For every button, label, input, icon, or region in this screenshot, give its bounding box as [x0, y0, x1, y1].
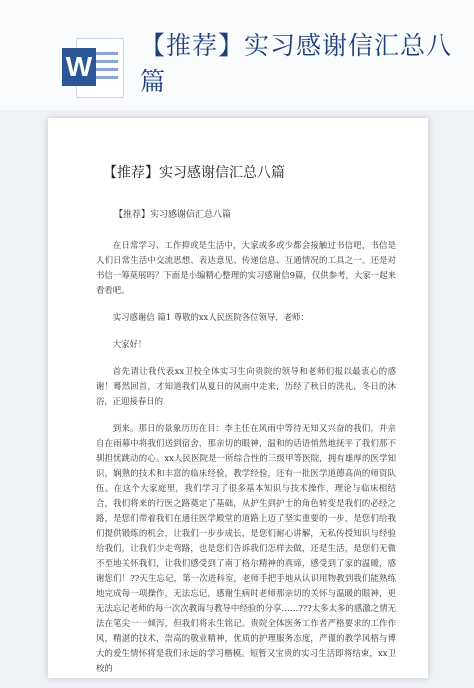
paragraph-intro: 在日常学习、工作抑或是生活中，大家或多或少都会接触过书信吧，书信是人们日常生活中交流思想、表达意见、传递信息、互通情况的工具之一。还是对书信一筹莫展吗？下面是小编精心整理的实习感谢信9篇，仅供参考，大家一起来看看吧。 — [96, 240, 396, 295]
document-subtitle: 【推荐】实习感谢信汇总八篇 — [114, 210, 232, 220]
word-icon-line — [96, 68, 118, 71]
paragraph-thanks: 首先请让我代表xx卫校全体实习生向贵院的领导和老师们报以最衷心的感谢！蓦然回首，才知道我们从夏日的风雨中走来，历经了秋日的洗礼，冬日的沐浴，正迎接春日的 — [96, 366, 396, 406]
document-page — [48, 118, 428, 678]
word-icon-letter: W — [62, 48, 96, 86]
paragraph-body: 到来。那日的景象历历在目：李主任在风雨中等待无知又兴奋的我们，并亲自在雨幕中将我们送到宿舍，那亲切的眼神，温和的话语悄然地抚平了我们那不驯担忧跳动的心。xx人民医院是一所综合性的三级甲等医院，拥有雄厚的医学知识，娴熟的技术和丰富的临床经验，教学经验，还有一批医学道德高尚的师资队伍。在这个大家庭里，我们学习了很多基本知识与技术操作，理论与临床相结合，我们将来的行医之路奠定了基础，从护生到护士的角色转变是我们的必经之路，是您们带着我们在通往医学殿堂的道路上迈了坚实重要的一步，是您们给我们提供锻炼的机会，让我们一步步成长，是您们耐心讲解，无私传授知识与经验给我们，让我们少走弯路，也是您们告诉我们怎样去做，还是生活，是您们无微不至地关怀我们，让我们感受到了南丁格尔精神的真谛，感受到了家的温暖，感谢您们！??天生忘记，第一次进科室，老师手把手地从认识用物教到我们能熟练地完成每一项操作，无法忘记，感谢生病时老师那亲切的关怀与温暖的眼神，更无法忘记老师的每一次次教诲与教导中经验的分享……???太多太多的感激之情无法在笔尖一一倾泻，但我们将永生铭记。贵院全体医务工作者严格要求的工作作风，精湛的技术，崇高的敬业精神，优质的护理服务态度，严谨的教学风格与博大的爱生情怀将是我们永远的学习楷模。短暂又宝贵的实习生活即将结束，xx卫校的 — [96, 423, 396, 673]
paragraph-salutation: 实习感谢信 篇1 尊敬的xx人民医院各位领导，老师： — [112, 312, 309, 322]
word-icon-line — [96, 76, 118, 79]
word-icon — [62, 38, 124, 96]
header-title: 【推荐】实习感谢信汇总八篇 — [140, 31, 453, 96]
document-title: 【推荐】实习感谢信汇总八篇 — [103, 165, 285, 181]
word-icon-line — [96, 52, 118, 55]
paragraph-greeting: 大家好！ — [112, 339, 147, 349]
word-icon-line — [96, 60, 118, 63]
header — [0, 0, 474, 110]
document-body — [96, 208, 396, 688]
